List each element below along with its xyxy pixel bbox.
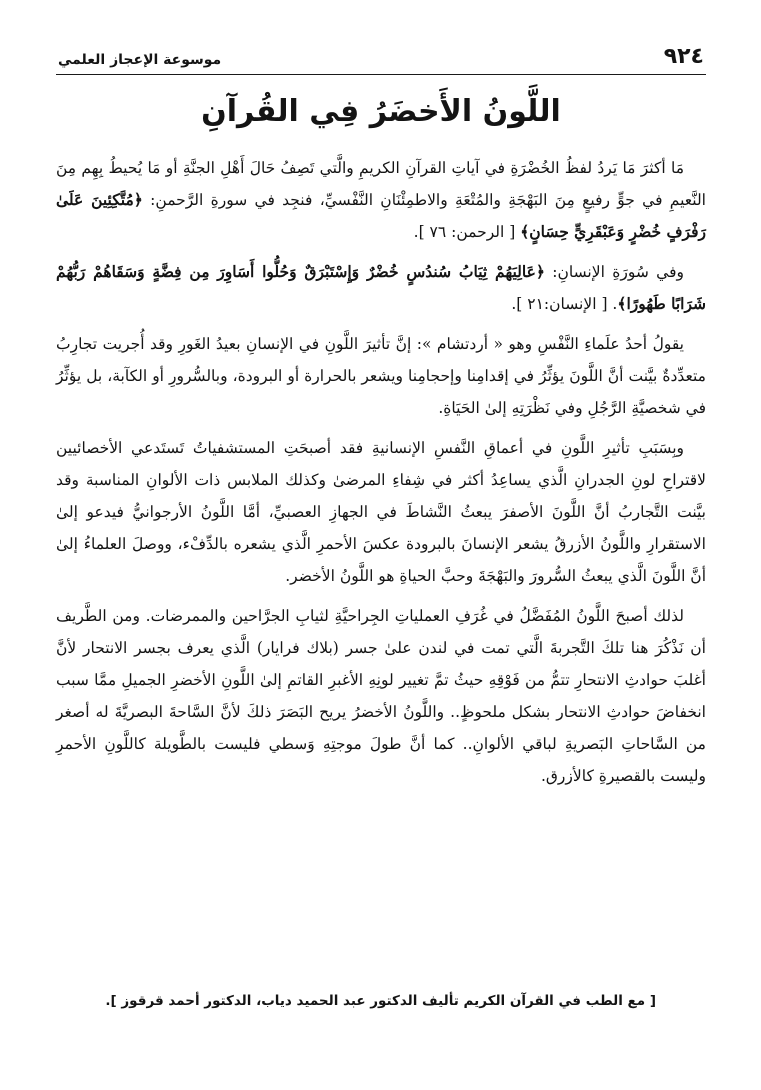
- verse-citation: . [ الإنسان:٢١ ].: [511, 295, 618, 313]
- book-title: موسوعة الإعجاز العلمي: [58, 52, 222, 68]
- article-body: [56, 152, 706, 800]
- paragraph: يقولُ أحدُ علَماءِ النَّفْسِ وهو « أردتشام »: إنَّ تأثيرَ اللَّونِ في الإنسانِ بعيدُ الغَورِ وقد أُجريت تجارِبُ متعدِّدةٌ بيَّنت أنَّ اللَّونَ يؤثِّرُ في إقدامِنا وإحجامِنا ويشعر بالحرارة أو البرودة، وبالسُّرورِ أو الكآبة، بل يؤثِّرُ في شخصيَّةِ الرَّجُلِ وفي نَظْرَتِهِ إلىٰ الحَيَاةِ.: [56, 335, 706, 417]
- chapter-title: اللَّونُ الأَخضَرُ فِي القُرآنِ: [201, 94, 561, 129]
- source-citation: [ مع الطب في القرآن الكريم تأليف الدكتور عبد الحميد دياب، الدكتور أحمد قرقوز ].: [105, 993, 656, 1009]
- paragraph: [56, 152, 706, 248]
- paragraph-text: مَا أكثرَ مَا يَردُ لفظُ الخُضْرَةِ في آياتِ القرآنِ الكريمِ والَّتي تَصِفُ حَالَ أَهْلِ الجنَّةِ أو مَا يُحيطُ بِهِم مِنَ النَّعيمِ في جوٍّ رفيعٍ مِنَ البَهْجَةِ والمُتْعَةِ والاطمِئْنَانِ النَّفْسيِّ، فنجِد في سورةِ الرَّحمنِ:: [56, 159, 706, 209]
- paragraph: لذلك أصبحَ اللَّونُ المُفَضَّلُ في غُرَفِ العملياتِ الجِراحيَّةِ لثيابِ الجرَّاحين والممرضات. ومن الطَّريف أن نَذْكُرَ هنا تلكَ التَّجربةَ الَّتي تمت في لندن علىٰ جسر (بلاك فرايار) الَّذي يعرف بجسر الانتحار لأنَّ أغلبَ حوادثِ الانتحارِ تتمُّ من فَوْقِهِ حيثُ تمَّ تغيير لونِهِ الأغبرِ القاتمِ إلىٰ اللَّونِ الأخضرِ الجميلِ ممَّا سبب انخفاضَ حوادثِ الانتحار بشكل ملحوظٍ.. واللَّونُ الأخضرُ يريح البَصَرَ ذلكَ لأنَّ السَّاحةَ البصريَّةَ له أصغر من السَّاحاتِ البَصريةِ لباقي الألوانِ.. كما أنَّ طولَ موجتِهِ وَسطي فليست بالطَّويلة كاللَّونِ الأحمرِ وليست بالقصيرةِ كالأزرق.: [56, 607, 706, 785]
- quran-verse: ﴿مُتَّكِئِينَ عَلَىٰ رَفْرَفٍ خُضْرٍ وَعَبْقَرِيٍّ حِسَانٍ﴾: [56, 190, 706, 241]
- header-divider: [56, 74, 706, 75]
- quran-verse: ﴿عَالِيَهُمْ ثِيَابُ سُندُسٍ خُضْرٌ وَإِسْتَبْرَقٌ وَحُلُّوا أَسَاوِرَ مِن فِضَّةٍ وَسَقَاهُمْ رَبُّهُمْ شَرَابًا طَهُورًا﴾: [56, 262, 706, 313]
- paragraph-text: وفي سُورَةِ الإنسانِ:: [544, 263, 684, 281]
- paragraph: وبِسَبَبِ تأثيرِ اللَّونِ في أعماقِ النَّفسِ الإنسانيةِ فقد أصبحَتِ المستشفياتُ تَستَدعي الأخصائيين لاقتراحِ لونِ الجدرانِ الَّذي يساعِدُ أكثر في شِفاءِ المرضىٰ وكذلك الملابس ذات الألوانِ المناسبة وقد بيَّنت التَّجاربُ أنَّ اللَّونَ الأصفرَ يبعثُ النَّشاطَ في الجهازِ العصبيِّ، أمَّا اللَّونُ الأرجوانيُّ فيدعو إلىٰ الاستقرارِ واللَّونُ الأزرقُ يشعر الإنسانَ بالبرودة عكسَ الأحمرِ الَّذي يشعره بالدِّفْء، ووصلَ العلماءُ إلىٰ أنَّ اللَّونَ الَّذي يبعثُ السُّرورَ والبَهْجَةَ وحبَّ الحياةِ هو اللَّونُ الأخضر.: [56, 439, 706, 585]
- page-number: ٩٢٤: [663, 44, 704, 69]
- running-header: [58, 40, 704, 70]
- verse-citation: [ الرحمن: ٧٦ ].: [413, 223, 516, 241]
- paragraph: [56, 256, 706, 320]
